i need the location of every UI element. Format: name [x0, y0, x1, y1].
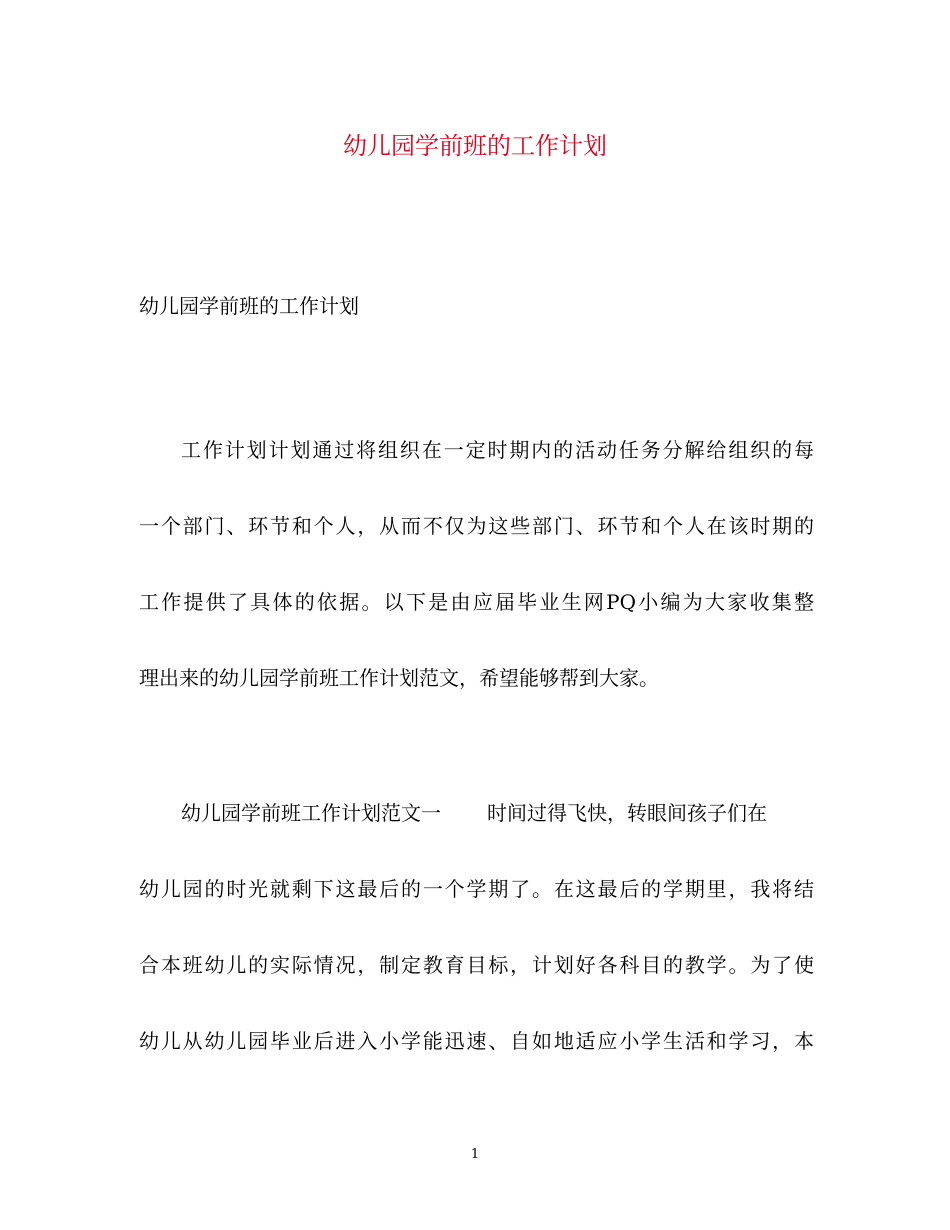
paragraph-line: 幼儿从幼儿园毕业后进入小学能迅速、自如地适应小学生活和学习，本	[139, 1029, 814, 1053]
paragraph-line: 合本班幼儿的实际情况，制定教育目标，计划好各科目的教学。为了使	[139, 953, 814, 977]
document-title: 幼儿园学前班的工作计划	[343, 132, 607, 160]
paragraph-line: 工作提供了具体的依据。以下是由应届毕业生网PQ小编为大家收集整	[139, 590, 814, 614]
document-subtitle: 幼儿园学前班的工作计划	[139, 294, 359, 318]
paragraph-line-text: 时间过得飞快，转眼间孩子们在	[487, 801, 767, 825]
sample-heading: 幼儿园学前班工作计划范文一	[181, 801, 441, 825]
paragraph-line: 理出来的幼儿园学前班工作计划范文，希望能够帮到大家。	[139, 666, 659, 690]
page-number: 1	[470, 1147, 480, 1162]
intro-paragraph	[139, 434, 814, 694]
paragraph-line: 幼儿园的时光就剩下这最后的一个学期了。在这最后的学期里，我将结	[139, 877, 814, 901]
paragraph-line: 一个部门、环节和个人，从而不仅为这些部门、环节和个人在该时期的	[139, 514, 814, 538]
paragraph-first-line	[139, 797, 814, 829]
sample-paragraph	[139, 797, 814, 1057]
paragraph-line: 工作计划计划通过将组织在一定时期内的活动任务分解给组织的每	[181, 438, 814, 462]
